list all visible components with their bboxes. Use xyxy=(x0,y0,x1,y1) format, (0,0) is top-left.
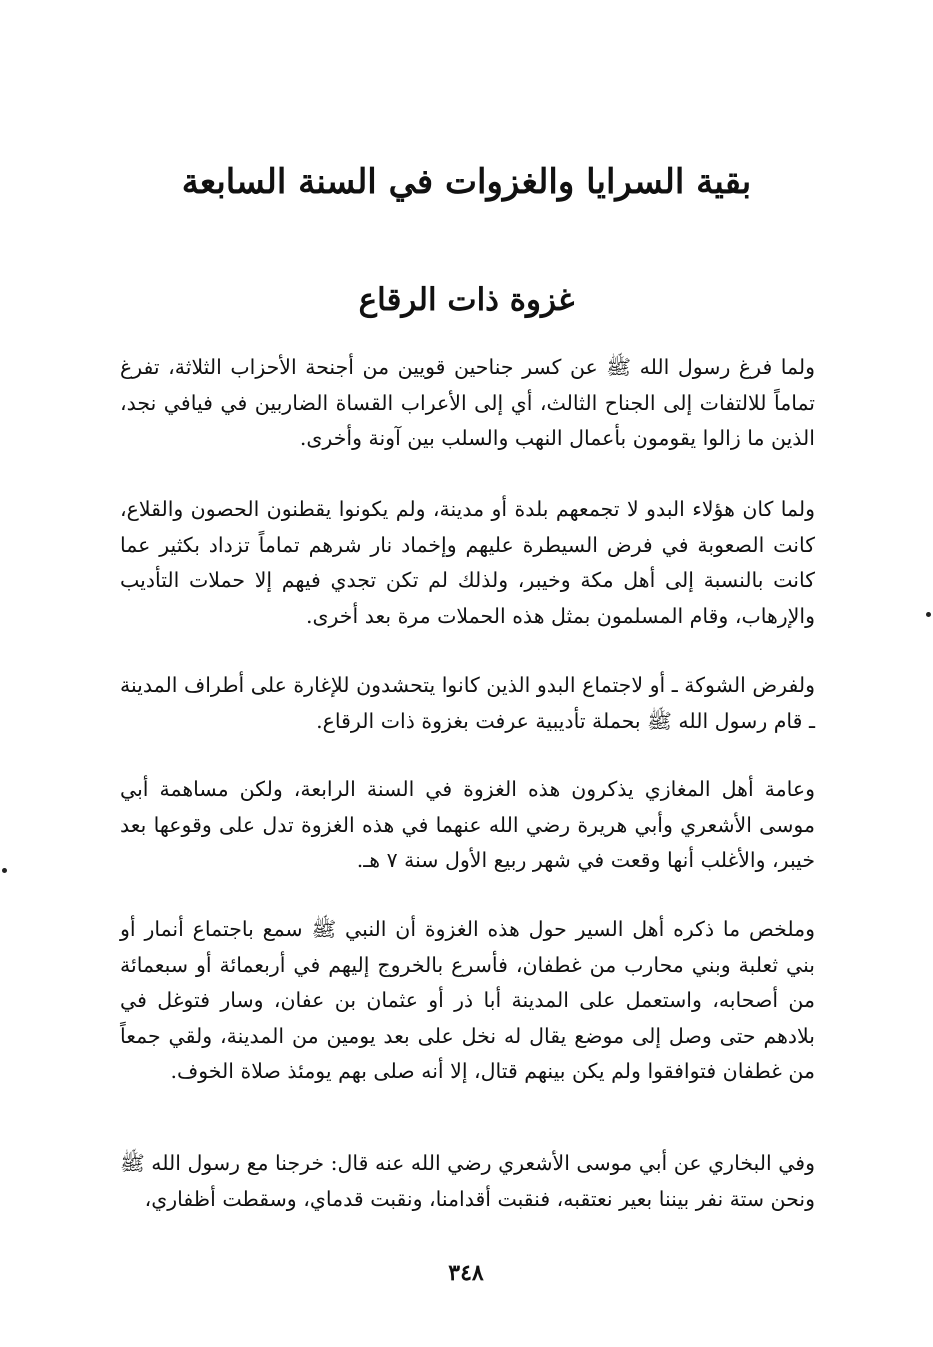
paragraph-2: ولما كان هؤلاء البدو لا تجمعهم بلدة أو مدينة، ولم يكونوا يقطنون الحصون والقلاع، كانت الصعوبة في فرض السيطرة عليهم وإخماد نار شرهم تماماً تزداد بكثير عما كانت بالنسبة إلى أهل مكة وخيبر، ولذلك لم تكن تجدي فيهم إلا حملات التأديب والإرهاب، وقام المسلمون بمثل هذه الحملات مرة بعد أخرى. xyxy=(120,497,815,628)
scan-mark-left xyxy=(2,868,7,873)
scan-mark-right xyxy=(926,612,931,617)
paragraph-4: وعامة أهل المغازي يذكرون هذه الغزوة في السنة الرابعة، ولكن مساهمة أبي موسى الأشعري وأبي هريرة رضي الله عنهما في هذه الغزوة تدل على وقوعها بعد خيبر، والأغلب أنها وقعت في شهر ربيع الأول سنة ٧ هـ. xyxy=(120,777,815,872)
paragraph-3: ولفرض الشوكة ـ أو لاجتماع البدو الذين كانوا يتحشدون للإغارة على أطراف المدينة ـ قام رسول الله ﷺ بحملة تأديبية عرفت بغزوة ذات الرقاع. xyxy=(120,673,815,733)
paragraph-5: وملخص ما ذكره أهل السير حول هذه الغزوة أن النبي ﷺ سمع باجتماع أنمار أو بني ثعلبة وبني محارب من غطفان، فأسرع بالخروج إليهم في أربعمائة أو سبعمائة من أصحابه، واستعمل على المدينة أبا ذر أو عثمان بن عفان، وسار فتوغل في بلادهم حتى وصل إلى موضع يقال له نخل على بعد يومين من المدينة، ولقي جمعاً من غطفان فتوافقوا ولم يكن بينهم قتال، إلا أنه صلى بهم يومئذ صلاة الخوف. xyxy=(120,917,815,1083)
paragraph-1: ولما فرغ رسول الله ﷺ عن كسر جناحين قويين من أجنحة الأحزاب الثلاثة، تفرغ تماماً للالتفات إلى الجناح الثالث، أي إلى الأعراب القساة الضاربين في فيافي نجد، الذين ما زالوا يقومون بأعمال النهب والسلب بين آونة وأخرى. xyxy=(120,355,815,450)
page-number: ٣٤٨ xyxy=(448,1260,484,1286)
chapter-title: بقية السرايا والغزوات في السنة السابعة xyxy=(181,162,752,202)
paragraph-6: وفي البخاري عن أبي موسى الأشعري رضي الله عنه قال: خرجنا مع رسول الله ﷺ ونحن ستة نفر بيننا بعير نعتقبه، فنقبت أقدامنا، ونقبت قدماي، وسقطت أظفاري، xyxy=(120,1151,815,1211)
section-title: غزوة ذات الرقاع xyxy=(358,282,575,318)
